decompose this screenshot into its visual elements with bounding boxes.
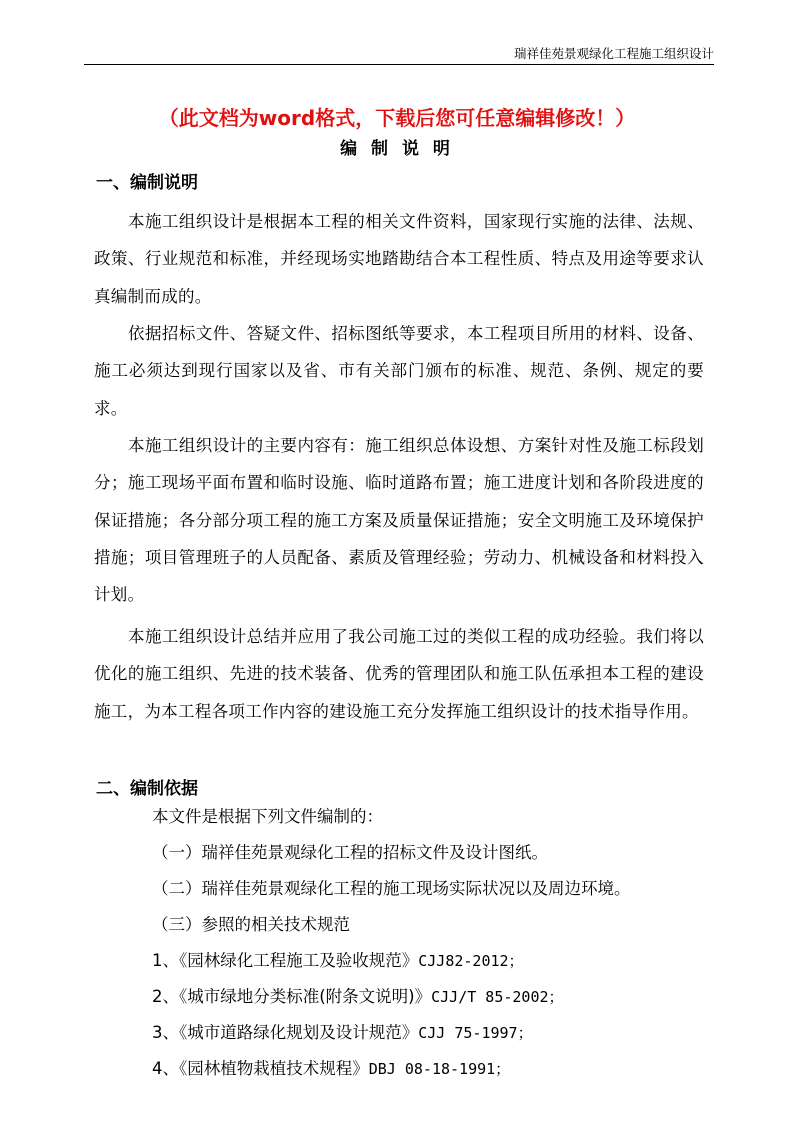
basis-item-2: （二）瑞祥佳苑景观绿化工程的施工现场实际状况以及周边环境。 xyxy=(152,879,631,898)
document-title: 编 制 说 明 xyxy=(340,139,454,159)
paragraph-1: 本施工组织设计是根据本工程的相关文件资料，国家现行实施的法律、法规、政策、行业规范和标准，并经现场实地踏勘结合本工程性质、特点及用途等要求认真编制而成的。 xyxy=(94,212,704,306)
page-header xyxy=(84,44,714,65)
standard-code: CJJ 75-1997； xyxy=(418,1024,533,1042)
standard-name: 《城市道路绿化规划及设计规范》 xyxy=(179,1023,419,1042)
header-text: 瑞祥佳苑景观绿化工程施工组织设计 xyxy=(513,46,714,61)
standard-name: 《城市绿地分类标准(附条文说明)》 xyxy=(179,987,432,1006)
standard-code: CJJ82-2012； xyxy=(418,952,524,970)
paragraph-3: 本施工组织设计的主要内容有：施工组织总体设想、方案针对性及施工标段划分；施工现场平面布置和临时设施、临时道路布置；施工进度计划和各阶段进度的保证措施；各分部分项工程的施工方案及质量保证措施；安全文明施工及环境保护措施；项目管理班子的人员配备、素质及管理经验；劳动力、机械设备和材料投入计划。 xyxy=(94,436,704,605)
standard-name: 《园林植物栽植技术规程》 xyxy=(179,1059,369,1078)
standard-num: 4、 xyxy=(152,1059,179,1078)
standard-num: 1、 xyxy=(152,951,179,970)
standard-item-3 xyxy=(152,1020,533,1046)
basis-item-3: （三）参照的相关技术规范 xyxy=(152,915,350,934)
standard-item-1 xyxy=(152,948,524,974)
paragraph-2: 依据招标文件、答疑文件、招标图纸等要求，本工程项目所用的材料、设备、施工必须达到现行国家以及省、市有关部门颁布的标准、规范、条例、规定的要求。 xyxy=(94,324,704,418)
standard-code: DBJ 08-18-1991； xyxy=(368,1060,511,1078)
basis-item-1: （一）瑞祥佳苑景观绿化工程的招标文件及设计图纸。 xyxy=(152,843,548,862)
section-heading-2: 二、编制依据 xyxy=(96,779,198,799)
download-notice: （此文档为word格式，下载后您可任意编辑修改！） xyxy=(158,106,636,130)
standard-item-2 xyxy=(152,984,564,1010)
section-heading-1: 一、编制说明 xyxy=(96,173,198,193)
paragraph-4: 本施工组织设计总结并应用了我公司施工过的类似工程的成功经验。我们将以优化的施工组织、先进的技术装备、优秀的管理团队和施工队伍承担本工程的建设施工，为本工程各项工作内容的建设施工充分发挥施工组织设计的技术指导作用。 xyxy=(94,627,704,721)
standard-num: 3、 xyxy=(152,1023,179,1042)
basis-intro: 本文件是根据下列文件编制的： xyxy=(152,807,383,826)
standard-code: CJJ/T 85-2002； xyxy=(431,988,564,1006)
standard-name: 《园林绿化工程施工及验收规范》 xyxy=(179,951,419,970)
standard-item-4 xyxy=(152,1056,510,1082)
standard-num: 2、 xyxy=(152,987,179,1006)
